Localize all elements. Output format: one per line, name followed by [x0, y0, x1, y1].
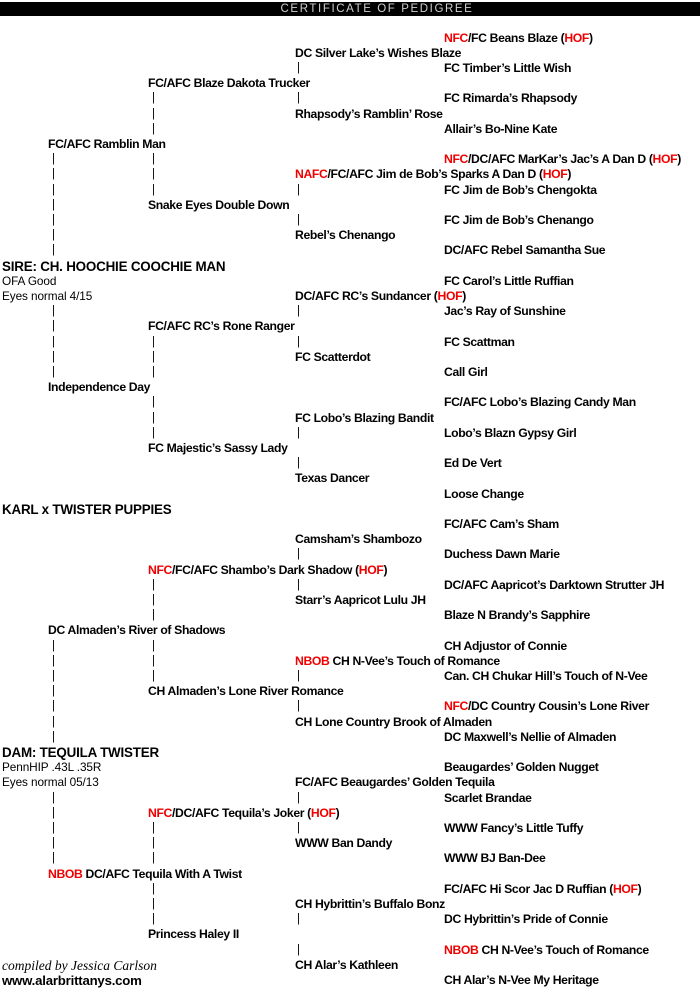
ancestor-name: WWW Fancy’s Little Tuffy: [444, 820, 584, 835]
pedigree-line: [0, 426, 700, 442]
ancestor-name: CH Hybrittin’s Buffalo Bonz: [295, 896, 445, 911]
tree-connector-bar: |: [52, 229, 55, 242]
ancestor-name: FC/AFC RC’s Rone Ranger: [148, 319, 295, 334]
website-text: www.alarbrittanys.com: [2, 972, 142, 988]
tree-connector-bar: |: [52, 305, 55, 318]
pedigree-line: [0, 684, 700, 700]
tree-connector-bar: |: [297, 457, 300, 470]
ancestor-name: Rebel’s Chenango: [295, 228, 396, 243]
pedigree-line: [0, 411, 700, 427]
tree-connector-bar: |: [52, 213, 55, 226]
ancestor-name: Scarlet Brandae: [444, 790, 532, 805]
ancestor-name: FC Jim de Bob’s Chengokta: [444, 182, 597, 197]
pedigree-line: [0, 456, 700, 472]
tree-connector-bar: |: [52, 685, 55, 698]
litter-title: KARL x TWISTER PUPPIES: [2, 501, 172, 517]
pedigree-line: [0, 183, 700, 199]
tree-connector-bar: |: [297, 213, 300, 226]
ancestor-name: Blaze N Brandy’s Sapphire: [444, 608, 590, 623]
ancestor-name: FC Scattman: [444, 334, 515, 349]
page-title: CERTIFICATE OF PEDIGREE: [280, 3, 474, 15]
tree-connector-bar: |: [297, 821, 300, 834]
pedigree-line: [0, 304, 700, 320]
tree-connector-bar: |: [152, 654, 155, 667]
tree-connector-bar: |: [52, 153, 55, 166]
tree-connector-bar: |: [52, 669, 55, 682]
tree-connector-bar: |: [152, 821, 155, 834]
ancestor-name: FC/AFC Hi Scor Jac D Ruffian (HOF): [444, 881, 642, 896]
tree-connector-bar: |: [297, 548, 300, 561]
pedigree-line: [0, 289, 700, 305]
ancestor-name: Allair’s Bo-Nine Kate: [444, 121, 558, 136]
ancestor-name: FC/AFC Beaugardes’ Golden Tequila: [295, 775, 495, 790]
pedigree-line: [0, 107, 700, 123]
ancestor-name: Loose Change: [444, 486, 524, 501]
pedigree-line: [0, 654, 700, 670]
tree-connector-bar: |: [297, 61, 300, 74]
ancestor-name: Duchess Dawn Marie: [444, 547, 560, 562]
ancestor-name: NFC/FC Beans Blaze (HOF): [444, 30, 593, 45]
pedigree-line: [0, 274, 700, 290]
ancestor-name: Independence Day: [48, 380, 151, 395]
pedigree-line: [0, 973, 700, 989]
pedigree-line: [0, 699, 700, 715]
tree-connector-bar: |: [297, 578, 300, 591]
ancestor-name: FC/AFC Lobo’s Blazing Candy Man: [444, 395, 636, 410]
tree-connector-bar: |: [152, 578, 155, 591]
tree-connector-bar: |: [52, 183, 55, 196]
ancestor-name: DC Maxwell’s Nellie of Almaden: [444, 729, 617, 744]
pedigree-line: [0, 91, 700, 107]
tree-connector-bar: |: [297, 943, 300, 956]
tree-connector-bar: |: [297, 183, 300, 196]
ancestor-name: CH Lone Country Brook of Almaden: [295, 714, 492, 729]
ancestor-name: CH Alar’s Kathleen: [295, 957, 398, 972]
tree-connector-bar: |: [52, 730, 55, 743]
tree-connector-bar: |: [297, 791, 300, 804]
pedigree-line: [0, 715, 700, 731]
tree-connector-bar: |: [52, 350, 55, 363]
pedigree-line: [0, 319, 700, 335]
ancestor-name: Lobo’s Blazn Gypsy Girl: [444, 425, 577, 440]
pedigree-line: [0, 471, 700, 487]
pedigree-line: [0, 122, 700, 138]
tree-connector-bar: |: [152, 396, 155, 409]
pedigree-line: [0, 836, 700, 852]
sire-health-info: Eyes normal 4/15: [2, 288, 93, 303]
tree-connector-bar: |: [52, 791, 55, 804]
sire-title: SIRE: CH. HOOCHIE COOCHIE MAN: [2, 258, 226, 274]
tree-connector-bar: |: [52, 837, 55, 850]
tree-connector-bar: |: [297, 913, 300, 926]
pedigree-line: [0, 791, 700, 807]
ancestor-name: Camsham’s Shambozo: [295, 532, 422, 547]
tree-connector-bar: |: [297, 700, 300, 713]
ancestor-name: NAFC/FC/AFC Jim de Bob’s Sparks A Dan D (HOF): [295, 167, 572, 182]
ancestor-name: FC Scatterdot: [295, 349, 371, 364]
tree-connector-bar: |: [152, 639, 155, 652]
pedigree-line: [0, 745, 700, 761]
ancestor-name: FC Timber’s Little Wish: [444, 60, 572, 75]
tree-connector-bar: |: [297, 426, 300, 439]
tree-connector-bar: |: [52, 168, 55, 181]
tree-connector-bar: |: [152, 411, 155, 424]
pedigree-line: [0, 76, 700, 92]
tree-connector-bar: |: [52, 806, 55, 819]
pedigree-line: [0, 578, 700, 594]
tree-connector-bar: |: [152, 669, 155, 682]
ancestor-name: FC/AFC Cam’s Sham: [444, 516, 559, 531]
compiled-by-credit: compiled by Jessica Carlson: [2, 957, 157, 973]
ancestor-name: FC/AFC Blaze Dakota Trucker: [148, 76, 310, 91]
pedigree-line: [0, 563, 700, 579]
pedigree-line: [0, 61, 700, 77]
tree-connector-bar: |: [52, 320, 55, 333]
pedigree-line: [0, 639, 700, 655]
tree-connector-bar: |: [52, 365, 55, 378]
pedigree-line: [0, 623, 700, 639]
ancestor-name: DC/AFC Rebel Samantha Sue: [444, 243, 606, 258]
pedigree-line: [0, 775, 700, 791]
ancestor-name: WWW BJ Ban-Dee: [444, 851, 546, 866]
tree-connector-bar: |: [52, 654, 55, 667]
ancestor-name: DC/AFC RC’s Sundancer (HOF): [295, 288, 466, 303]
tree-connector-bar: |: [297, 305, 300, 318]
ancestor-name: Ed De Vert: [444, 456, 502, 471]
sire-health-info: OFA Good: [2, 273, 57, 288]
tree-connector-bar: |: [152, 426, 155, 439]
ancestor-name: Jac’s Ray of Sunshine: [444, 304, 566, 319]
pedigree-line: [0, 335, 700, 351]
ancestor-name: NFC/DC/AFC MarKar’s Jac’s A Dan D (HOF): [444, 152, 681, 167]
tree-connector-bar: |: [152, 852, 155, 865]
ancestor-name: Beaugardes’ Golden Nugget: [444, 760, 599, 775]
tree-connector-bar: |: [152, 365, 155, 378]
ancestor-name: NBOB CH N-Vee’s Touch of Romance: [444, 942, 649, 957]
dam-health-info: PennHIP .43L .35R: [2, 760, 102, 775]
ancestor-name: NBOB DC/AFC Tequila With A Twist: [48, 866, 242, 881]
pedigree-line: [0, 851, 700, 867]
pedigree-line: [0, 867, 700, 883]
tree-connector-bar: |: [152, 913, 155, 926]
ancestor-name: Snake Eyes Double Down: [148, 197, 290, 212]
ancestor-name: Starr’s Aapricot Lulu JH: [295, 592, 426, 607]
ancestor-name: DC/AFC Aapricot’s Darktown Strutter JH: [444, 577, 665, 592]
pedigree-line: [0, 958, 700, 974]
ancestor-name: CH Almaden’s Lone River Romance: [148, 684, 344, 699]
ancestor-name: DC Almaden’s River of Shadows: [48, 623, 226, 638]
ancestor-name: Can. CH Chukar Hill’s Touch of N-Vee: [444, 668, 648, 683]
ancestor-name: NFC/DC Country Cousin’s Lone River: [444, 699, 650, 714]
ancestor-name: NBOB CH N-Vee’s Touch of Romance: [295, 653, 500, 668]
tree-connector-bar: |: [152, 153, 155, 166]
pedigree-line: [0, 943, 700, 959]
pedigree-line: [0, 912, 700, 928]
pedigree-line: [0, 730, 700, 746]
ancestor-name: CH Adjustor of Connie: [444, 638, 567, 653]
ancestor-name: NFC/FC/AFC Shambo’s Dark Shadow (HOF): [148, 562, 388, 577]
tree-connector-bar: |: [52, 335, 55, 348]
ancestor-name: FC Carol’s Little Ruffian: [444, 273, 574, 288]
pedigree-line: [0, 760, 700, 776]
ancestor-name: FC Jim de Bob’s Chenango: [444, 212, 594, 227]
tree-connector-bar: |: [152, 897, 155, 910]
pedigree-line: [0, 350, 700, 366]
tree-connector-bar: |: [52, 821, 55, 834]
pedigree-line: [0, 395, 700, 411]
tree-connector-bar: |: [52, 852, 55, 865]
tree-connector-bar: |: [152, 107, 155, 120]
ancestor-name: DC Hybrittin’s Pride of Connie: [444, 912, 608, 927]
pedigree-line: [0, 365, 700, 381]
tree-connector-bar: |: [52, 198, 55, 211]
pedigree-line: [0, 927, 700, 943]
ancestor-name: CH Alar’s N-Vee My Heritage: [444, 972, 599, 987]
pedigree-line: [0, 46, 700, 62]
pedigree-line: [0, 441, 700, 457]
pedigree-line: [0, 547, 700, 563]
ancestor-name: FC Majestic’s Sassy Lady: [148, 440, 288, 455]
pedigree-line: [0, 198, 700, 214]
ancestor-name: FC/AFC Ramblin Man: [48, 136, 166, 151]
tree-connector-bar: |: [152, 122, 155, 135]
pedigree-line: [0, 532, 700, 548]
pedigree-line: [0, 517, 700, 533]
ancestor-name: Texas Dancer: [295, 471, 370, 486]
pedigree-line: [0, 608, 700, 624]
ancestor-name: Princess Haley II: [148, 927, 239, 942]
tree-connector-bar: |: [297, 669, 300, 682]
pedigree-line: [0, 669, 700, 685]
tree-connector-bar: |: [152, 837, 155, 850]
pedigree-line: [0, 167, 700, 183]
dam-title: DAM: TEQUILA TWISTER: [2, 744, 159, 760]
pedigree-line: [0, 243, 700, 259]
tree-connector-bar: |: [52, 244, 55, 257]
tree-connector-bar: |: [52, 639, 55, 652]
tree-connector-bar: |: [152, 882, 155, 895]
pedigree-line: [0, 228, 700, 244]
pedigree-line: [0, 259, 700, 275]
tree-connector-bar: |: [152, 183, 155, 196]
pedigree-line: [0, 806, 700, 822]
tree-connector-bar: |: [152, 609, 155, 622]
ancestor-name: NFC/DC/AFC Tequila’s Joker (HOF): [148, 805, 340, 820]
pedigree-line: [0, 213, 700, 229]
pedigree-line: [0, 152, 700, 168]
tree-connector-bar: |: [152, 350, 155, 363]
ancestor-name: FC Rimarda’s Rhapsody: [444, 91, 578, 106]
tree-connector-bar: |: [297, 92, 300, 105]
pedigree-line: [0, 502, 700, 518]
ancestor-name: FC Lobo’s Blazing Bandit: [295, 410, 434, 425]
tree-connector-bar: |: [152, 593, 155, 606]
pedigree-line: [0, 897, 700, 913]
pedigree-line: [0, 137, 700, 153]
ancestor-name: DC Silver Lake’s Wishes Blaze: [295, 45, 462, 60]
header-bar: [0, 2, 700, 16]
pedigree-line: [0, 882, 700, 898]
tree-connector-bar: |: [152, 335, 155, 348]
dam-health-info: Eyes normal 05/13: [2, 775, 99, 790]
tree-connector-bar: |: [152, 92, 155, 105]
pedigree-line: [0, 821, 700, 837]
ancestor-name: WWW Ban Dandy: [295, 836, 393, 851]
tree-connector-bar: |: [297, 335, 300, 348]
tree-connector-bar: |: [52, 715, 55, 728]
tree-connector-bar: |: [152, 168, 155, 181]
pedigree-line: [0, 380, 700, 396]
pedigree-line: [0, 487, 700, 503]
ancestor-name: Rhapsody’s Ramblin’ Rose: [295, 106, 443, 121]
pedigree-line: [0, 31, 700, 47]
tree-connector-bar: |: [52, 700, 55, 713]
pedigree-line: [0, 593, 700, 609]
ancestor-name: Call Girl: [444, 364, 488, 379]
